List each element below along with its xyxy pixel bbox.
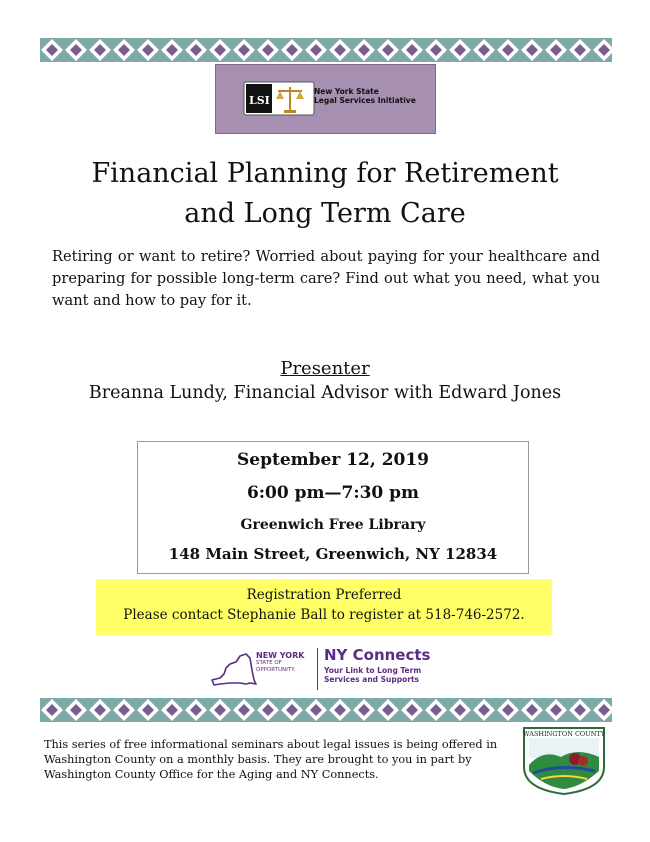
event-details-box — [137, 441, 529, 574]
presenter-heading: Presenter — [280, 358, 370, 379]
ny-connects-tagline — [324, 666, 421, 684]
registration-notice — [96, 579, 552, 635]
decorative-border-top — [40, 38, 612, 62]
lsi-abbr: LSI — [249, 94, 270, 107]
new-york-state-map-icon — [210, 650, 258, 690]
washington-county-seal — [521, 727, 607, 795]
ny-state-line1: NEW YORK — [256, 651, 305, 660]
lsi-line1: New York State — [314, 87, 379, 96]
diamond-pattern-bottom — [40, 698, 612, 722]
event-time: 6:00 pm—7:30 pm — [246, 483, 420, 503]
seal-title: WASHINGTON COUNTY — [522, 730, 606, 738]
event-venue: Greenwich Free Library — [240, 517, 426, 533]
tagline-line2: Services and Supports — [324, 675, 420, 684]
ny-connects-name: NY Connects — [324, 646, 431, 664]
ny-state-line3: OPPORTUNITY. — [256, 666, 296, 673]
title-line-1: Financial Planning for Retirement — [91, 158, 559, 189]
lsi-line2: Legal Services Initiative — [314, 96, 416, 105]
footer-text: This series of free informational seminars about legal issues is being offered in Washington County on a monthly basis. They are brought to you in part by Washington County Office for the Aging and NY Connects. — [44, 738, 498, 781]
presenter-name: Breanna Lundy, Financial Advisor with Edward Jones — [88, 383, 562, 403]
registration-heading: Registration Preferred — [246, 587, 402, 603]
diamond-pattern-top — [40, 38, 612, 62]
ny-connects-logo — [208, 644, 444, 694]
event-address: 148 Main Street, Greenwich, NY 12834 — [168, 545, 498, 563]
decorative-border-bottom — [40, 698, 612, 722]
title-line-2: and Long Term Care — [184, 198, 466, 229]
ny-state-text — [256, 651, 304, 673]
lsi-logo — [215, 64, 436, 134]
registration-contact: Please contact Stephanie Ball to register at 518-746-2572. — [123, 607, 525, 623]
lsi-name — [314, 87, 416, 105]
event-date: September 12, 2019 — [236, 450, 430, 470]
flyer-title — [0, 154, 650, 234]
logo-divider — [317, 648, 318, 690]
intro-paragraph: Retiring or want to retire? Worried about paying for your healthcare and preparing for possible long-term care? Find out what you need, what you want and how to pay for it. — [52, 248, 600, 309]
ny-state-line2: STATE OF — [256, 660, 282, 666]
tagline-line1: Your Link to Long Term — [324, 666, 422, 675]
